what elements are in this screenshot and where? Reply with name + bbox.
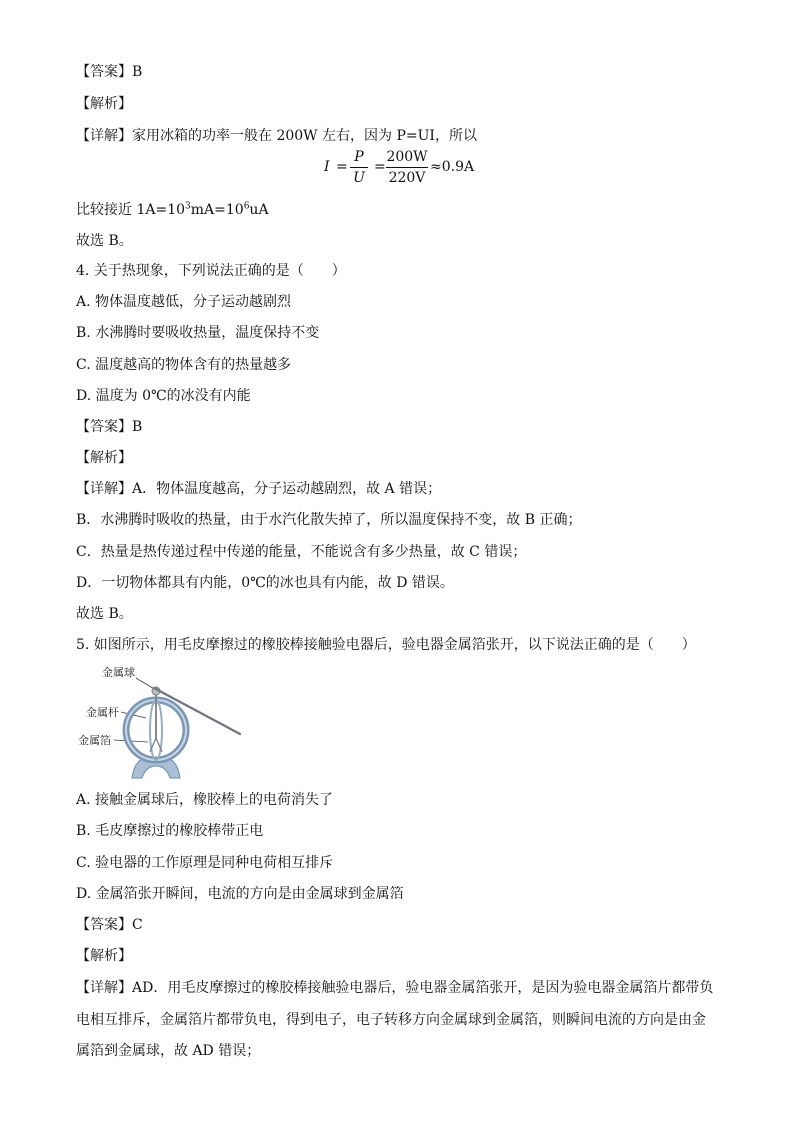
- exponent: 3: [185, 201, 191, 212]
- electroscope-figure: [74, 662, 244, 780]
- formula-equals-1: =: [336, 159, 348, 175]
- q4-detail-c: C．热量是热传递过程中传递的能量，不能说含有多少热量，故 C 错误；: [76, 544, 527, 560]
- label-metal-foil: 金属箔: [78, 734, 111, 747]
- q5-option-b: B. 毛皮摩擦过的橡胶棒带正电: [76, 823, 264, 839]
- q5-detail-line-2: 电相互排斥，金属箔片都带负电，得到电子，电子转移方向金属球到金属箔，则瞬间电流的方向是由金: [76, 1012, 706, 1028]
- comparison-text: 比较接近 1A=10: [76, 202, 186, 218]
- fraction-numerator-power: 200W: [386, 149, 428, 165]
- q5-stem: 5. 如图所示，用毛皮摩擦过的橡胶棒接触验电器后，验电器金属箔张开，以下说法正确的是（ ）: [76, 637, 696, 653]
- q5-option-d: D. 金属箔张开瞬间，电流的方向是由金属球到金属箔: [76, 886, 404, 902]
- formula-result: ≈0.9A: [430, 159, 475, 175]
- q3-answer: 【答案】B: [76, 64, 143, 80]
- q3-conclusion: 故选 B。: [76, 233, 133, 249]
- q4-detail-a: 【详解】A．物体温度越高，分子运动越剧烈，故 A 错误；: [76, 481, 442, 497]
- q3-unit-comparison: [76, 200, 269, 220]
- fraction-numerator-p: P: [354, 149, 364, 165]
- q3-analysis-heading: 【解析】: [76, 96, 132, 112]
- comparison-text: uA: [249, 202, 269, 218]
- q4-analysis-heading: 【解析】: [76, 450, 132, 466]
- q4-option-d: D. 温度为 0℃的冰没有内能: [76, 388, 251, 404]
- label-metal-ball: 金属球: [102, 666, 135, 679]
- q4-stem: 4. 关于热现象，下列说法正确的是（ ）: [76, 263, 346, 279]
- formula-fraction-values: [386, 148, 428, 187]
- q4-answer: 【答案】B: [76, 419, 143, 435]
- comparison-text: mA=10: [190, 202, 244, 218]
- fraction-denominator-voltage: 220V: [388, 170, 426, 186]
- formula-equals-2: =: [374, 159, 386, 175]
- q4-detail-b: B．水沸腾时吸收的热量，由于水汽化散失掉了，所以温度保持不变，故 B 正确；: [76, 512, 582, 528]
- formula-lhs: I: [324, 159, 330, 175]
- rubber-rod: [154, 688, 240, 734]
- exponent: 6: [243, 201, 250, 212]
- label-metal-rod: 金属杆: [86, 706, 119, 719]
- q4-detail-d: D．一切物体都具有内能，0℃的冰也具有内能，故 D 错误。: [76, 575, 454, 591]
- q4-option-b: B. 水沸腾时要吸收热量，温度保持不变: [76, 325, 320, 341]
- fraction-bar: [386, 167, 428, 168]
- q3-detail: 【详解】家用冰箱的功率一般在 200W 左右，因为 P=UI，所以: [76, 128, 477, 144]
- q4-conclusion: 故选 B。: [76, 606, 133, 622]
- formula-fraction-pu: [350, 148, 368, 187]
- q5-detail-line-3: 属箔到金属球，故 AD 错误；: [76, 1043, 261, 1059]
- fraction-bar: [350, 167, 368, 168]
- q5-option-c: C. 验电器的工作原理是同种电荷相互排斥: [76, 855, 334, 871]
- q5-analysis-heading: 【解析】: [76, 948, 132, 964]
- q5-option-a: A. 接触金属球后，橡胶棒上的电荷消失了: [76, 792, 334, 808]
- q5-detail-line-1: 【详解】AD．用毛皮摩擦过的橡胶棒接触验电器后，验电器金属箔张开，是因为验电器金属箔片都带负: [76, 980, 714, 996]
- q4-option-a: A. 物体温度越低，分子运动越剧烈: [76, 294, 292, 310]
- fraction-denominator-u: U: [353, 170, 365, 186]
- q4-option-c: C. 温度越高的物体含有的热量越多: [76, 357, 292, 373]
- q5-answer: 【答案】C: [76, 917, 143, 933]
